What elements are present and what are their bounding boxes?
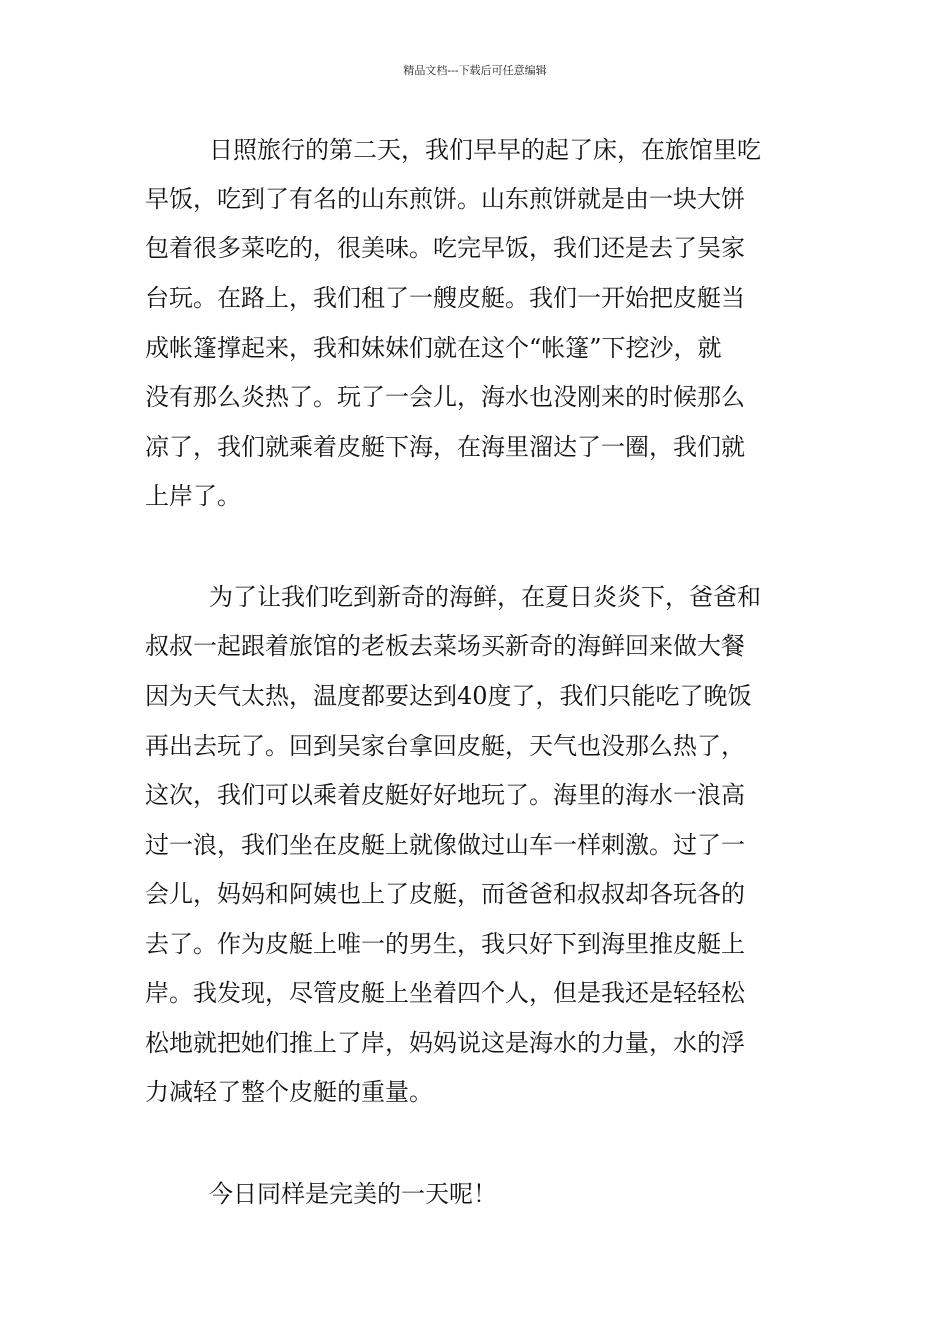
paragraph-line: 因为天气太热，温度都要达到40度了，我们只能吃了晚饭 bbox=[145, 682, 752, 710]
paragraph-line: 台玩。在路上，我们租了一艘皮艇。我们一开始把皮艇当 bbox=[145, 284, 745, 312]
paragraph-line: 日照旅行的第二天，我们早早的起了床，在旅馆里吃 bbox=[209, 136, 761, 164]
paragraph-line: 凉了，我们就乘着皮艇下海，在海里溜达了一圈，我们就 bbox=[145, 433, 745, 461]
paragraph-line: 岸。我发现，尽管皮艇上坐着四个人，但是我还是轻轻松 bbox=[145, 979, 745, 1007]
paragraph-line: 松地就把她们推上了岸，妈妈说这是海水的力量，水的浮 bbox=[145, 1029, 745, 1057]
paragraph-line: 今日同样是完美的一天呢！ bbox=[209, 1180, 497, 1208]
paragraph-line: 这次，我们可以乘着皮艇好好地玩了。海里的海水一浪高 bbox=[145, 781, 745, 809]
paragraph-line: 成帐篷撑起来，我和妹妹们就在这个“帐篷”下挖沙，就 bbox=[145, 334, 722, 362]
page-header: 精品文档---下载后可任意编辑 bbox=[403, 64, 547, 77]
paragraph-line: 力减轻了整个皮艇的重量。 bbox=[145, 1078, 433, 1106]
paragraph-line: 叔叔一起跟着旅馆的老板去菜场买新奇的海鲜回来做大餐 bbox=[145, 632, 745, 660]
paragraph-line: 会儿，妈妈和阿姨也上了皮艇，而爸爸和叔叔却各玩各的 bbox=[145, 880, 745, 908]
paragraph-line: 包着很多菜吃的，很美味。吃完早饭，我们还是去了吴家 bbox=[145, 234, 745, 262]
paragraph-line: 去了。作为皮艇上唯一的男生，我只好下到海里推皮艇上 bbox=[145, 930, 745, 958]
paragraph-line: 早饭，吃到了有名的山东煎饼。山东煎饼就是由一块大饼 bbox=[145, 185, 745, 213]
paragraph-line: 没有那么炎热了。玩了一会儿，海水也没刚来的时候那么 bbox=[145, 383, 745, 411]
paragraph-line: 再出去玩了。回到吴家台拿回皮艇，天气也没那么热了， bbox=[145, 732, 745, 760]
paragraph-line: 为了让我们吃到新奇的海鲜，在夏日炎炎下，爸爸和 bbox=[209, 583, 761, 611]
paragraph-line: 上岸了。 bbox=[145, 482, 241, 510]
paragraph-line: 过一浪，我们坐在皮艇上就像做过山车一样刺激。过了一 bbox=[145, 831, 745, 859]
